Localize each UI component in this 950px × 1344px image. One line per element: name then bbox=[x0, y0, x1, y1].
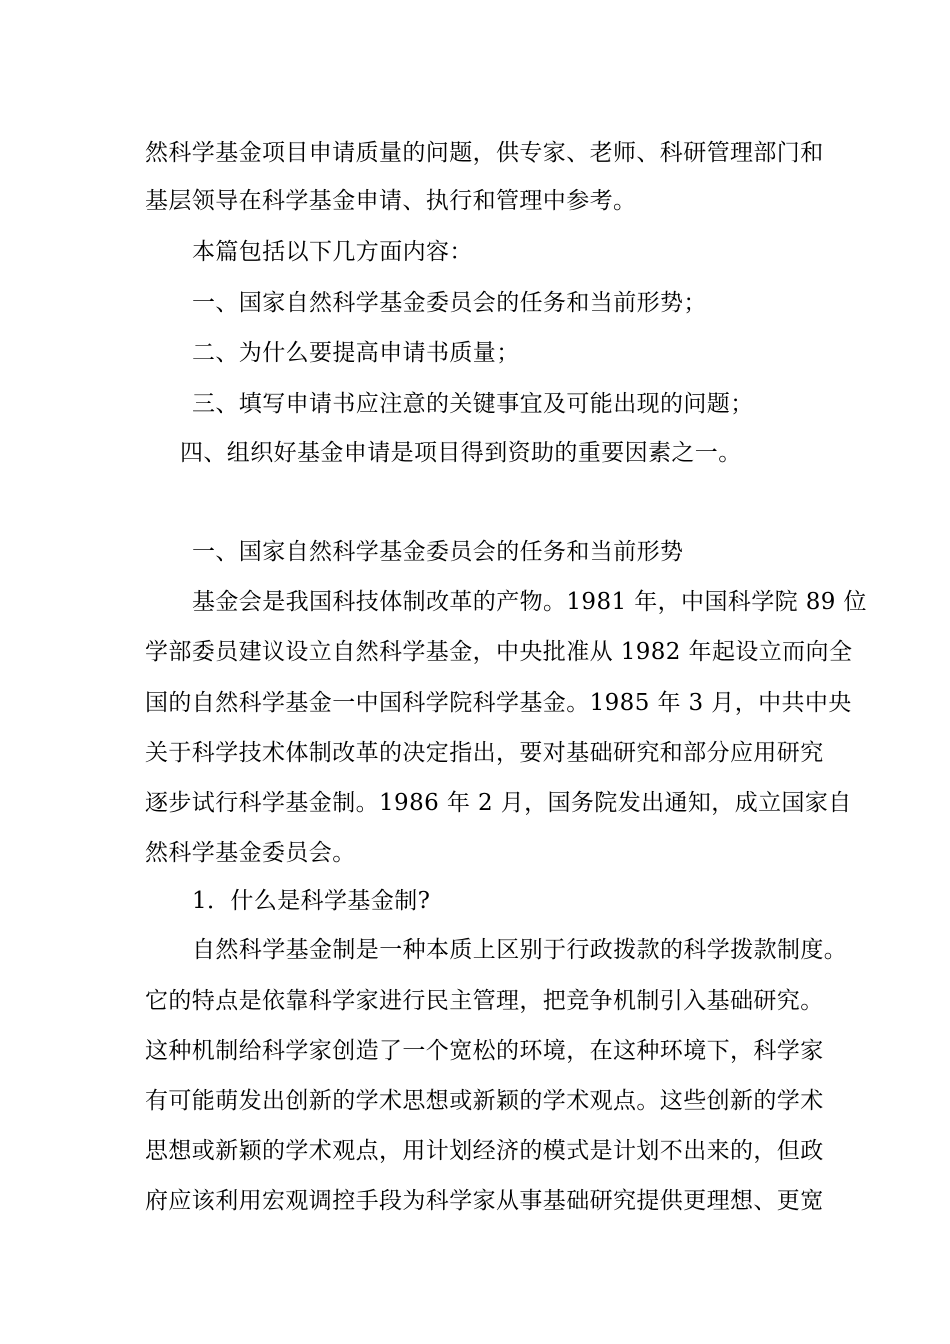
list-item: 一、国家自然科学基金委员会的任务和当前形势； bbox=[192, 290, 707, 316]
paragraph-line: 府应该利用宏观调控手段为科学家从事基础研究提供更理想、更宽 bbox=[145, 1188, 824, 1214]
paragraph-line: 有可能萌发出创新的学术思想或新颖的学术观点。这些创新的学术 bbox=[145, 1088, 824, 1114]
subsection-heading: 1．什么是科学基金制? bbox=[192, 888, 431, 914]
paragraph-line: 这种机制给科学家创造了一个宽松的环境，在这种环境下，科学家 bbox=[145, 1038, 824, 1064]
paragraph-line: 本篇包括以下几方面内容： bbox=[192, 239, 473, 265]
paragraph-line: 国的自然科学基金一中国科学院科学基金。1985 年 3 月，中共中央 bbox=[145, 690, 852, 716]
paragraph-line: 逐步试行科学基金制。1986 年 2 月，国务院发出通知，成立国家自 bbox=[145, 790, 852, 816]
section-heading: 一、国家自然科学基金委员会的任务和当前形势 bbox=[192, 539, 684, 565]
paragraph-line: 学部委员建议设立自然科学基金，中央批准从 1982 年起设立而向全 bbox=[145, 639, 853, 665]
paragraph-line: 思想或新颖的学术观点，用计划经济的模式是计划不出来的，但政 bbox=[145, 1138, 824, 1164]
paragraph-line: 然科学基金委员会。 bbox=[145, 840, 356, 866]
paragraph-line: 自然科学基金制是一种本质上区别于行政拨款的科学拨款制度。 bbox=[192, 937, 848, 963]
list-item: 四、组织好基金申请是项目得到资助的重要因素之一。 bbox=[180, 440, 742, 466]
paragraph-line: 它的特点是依靠科学家进行民主管理，把竞争机制引入基础研究。 bbox=[145, 988, 824, 1014]
list-item: 二、为什么要提高申请书质量； bbox=[192, 340, 520, 366]
paragraph-line: 然科学基金项目申请质量的问题，供专家、老师、科研管理部门和 bbox=[145, 140, 824, 166]
paragraph-line: 基层领导在科学基金申请、执行和管理中参考。 bbox=[145, 188, 637, 214]
paragraph-line: 基金会是我国科技体制改革的产物。1981 年，中国科学院 89 位 bbox=[192, 589, 867, 615]
list-item: 三、填写申请书应注意的关键事宜及可能出现的问题； bbox=[192, 391, 754, 417]
paragraph-line: 关于科学技术体制改革的决定指出，要对基础研究和部分应用研究 bbox=[145, 740, 824, 766]
